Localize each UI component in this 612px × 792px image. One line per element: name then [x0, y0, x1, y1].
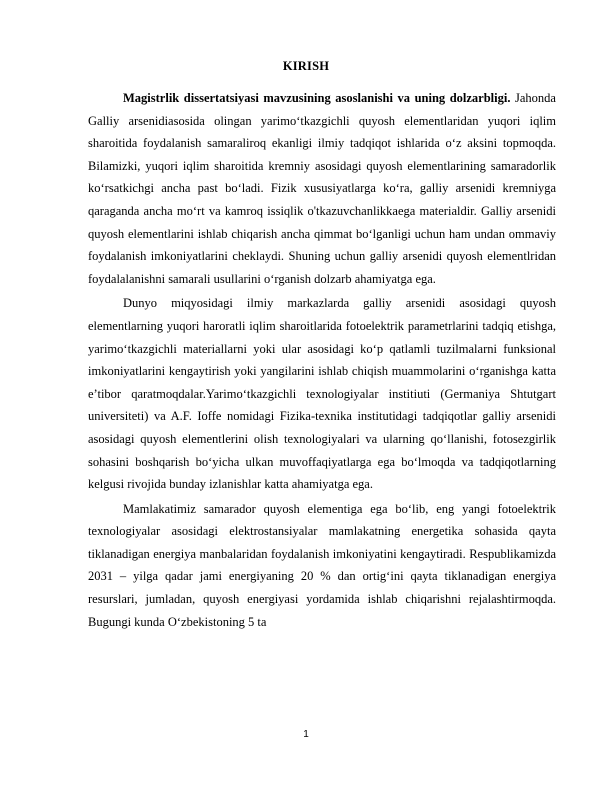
paragraph-1-text: Jahonda Galliy arsenidiasosida olingan yarimo‘tkazgichli quyosh elementlaridan yuqori iqlim sharoitida foydalanish samaraliroq ekanligi ilmiy tadqiqot ishlarida o‘z aksini topmoqda. Bilamizki, yuqori iqlim sharoitida kremniy asosidagi quyosh elementlarining samaradorlik ko‘rsatkichgi ancha past bo‘ladi. Fizik xususiyatlarga ko‘ra, galliy arsenidi kremniyga qaraganda ancha mo‘rt va kamroq issiqlik o'tkazuvchanlikkaega materialdir. Galliy arsenidi quyosh elementlarini ishlab chiqarish ancha qimmat bo‘lganligi uchun ham undan ommaviy foydalanish imkoniyatlarini cheklaydi. Shuning uchun galliy arsenidi quyosh elementlridan foydalalanishni samarali usullarini o‘rganish dolzarb ahamiyatga ega.	[88, 91, 556, 286]
paragraph-2-text: Dunyo miqyosidagi ilmiy markazlarda galliy arsenidi asosidagi quyosh elementlarning yuqori haroratli iqlim sharoitlarida fotoelektrik parametrlarini tadqiq etishga, yarimo‘tkazgichli materiallarni yoki ular asosidagi ko‘p qatlamli tuzilmalarni funksional imkoniyatlarini kengaytirish yoki yangilarini ishlab chiqish muammolarini o‘rganishga katta e’tibor qaratmoqdalar.Yarimo‘tkazgichli texnologiyalar institiuti (Germaniya Shtutgart universiteti) va A.F. Ioffe nomidagi Fizika-texnika institutidagi tadqiqotlar galliy arsenidi asosidagi quyosh elementlerini olish texnologiyalari va ularning qo‘llanishi, fotosezgirlik sohasini boshqarish bo‘yicha ulkan muvoffaqiyatlarga ega bo‘lmoqda va tadqiqotlarning kelgusi rivojida bunday izlanishlar katta ahamiyatga ega.	[88, 296, 556, 492]
paragraph-1	[88, 87, 556, 290]
paragraph-3-text: Mamlakatimiz samarador quyosh elementiga ega bo‘lib, eng yangi fotoelektrik texnologiyalar asosidagi elektrostansiyalar mamlakatning energetika sohasida qayta tiklanadigan energiya manbalaridan foydalanish imkoniyatini kengaytiradi. Respublikamizda 2031 – yilga qadar jami energiyaning 20 % dan ortig‘ini qayta tiklanadigan energiya resurslari, jumladan, quyosh energiyasi yordamida ishlab chiqarishni rejalashtirmoqda. Bugungi kunda O‘zbekistoning 5 ta	[88, 501, 556, 629]
page-title: KIRISH	[282, 59, 330, 73]
document-body	[88, 87, 556, 635]
paragraph-2	[88, 292, 556, 495]
page-number: 1	[303, 729, 309, 740]
paragraph-1-lead: Magistrlik dissertatsiyasi mavzusining asoslanishi va uning dolzarbligi.	[123, 91, 511, 105]
paragraph-3	[88, 498, 556, 634]
